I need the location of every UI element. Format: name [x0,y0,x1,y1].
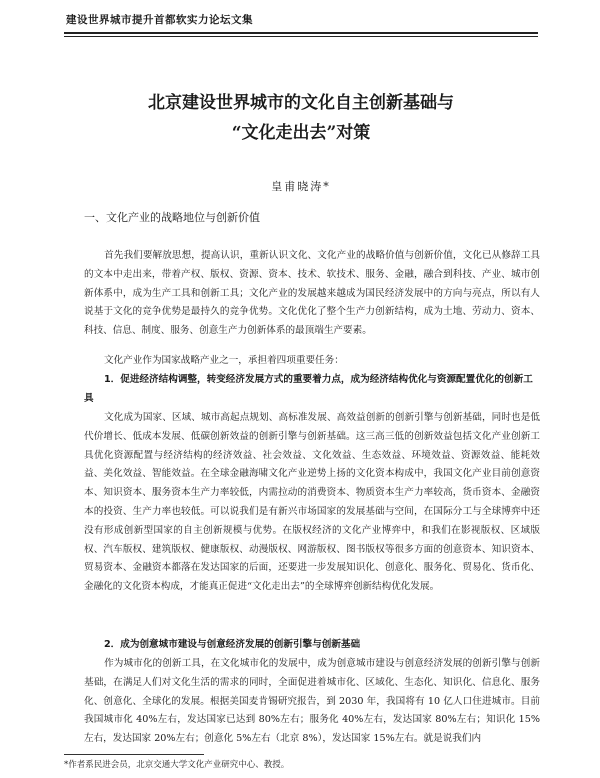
header-rule-thick [64,32,538,34]
running-header: 建设世界城市提升首都软实力论坛文集 [66,14,253,26]
paragraph-4-text: 作为城市化的创新工具，在文化城市化的发展中，成为创意城市建设与创意经济发展的创新引擎与创新基础，在满足人们对文化生活的需求的同时，全面促进着城市化、区域化、生态化、知识化、信息化、服务化、创意化、全球化的发展。根据美国麦肯锡研究报告，到 2030 年，我国将有 10 亿人口住进城市。目前我国城市化 40%左右，发达国家已达到 80%左右；服务化 40%左右，发达国家 80%左右；知识化 15%左右，发达国家 20%左右；创意化 5%左右（北京 8%），发达国家 15%左右。就是说我们内 [84,658,540,745]
footnote-rule [64,754,204,755]
paragraph-3-text: 文化成为国家、区域、城市高起点规划、高标准发展、高效益创新的创新引擎与创新基础，同时也是低代价增长、低成本发展、低碳创新效益的创新引擎与创新基础。这三高三低的创新效益包括文化产业创新工具优化资源配置与经济结构的经济效益、社会效益、文化效益、生态效益、环境效益、资源效益、能耗效益、美化效益、智能效益。在全球金融海啸文化产业逆势上扬的文化资本构成中，我国文化产业目前创意资本、知识资本、服务资本生产力率较低，内需拉动的消费资本、物质资本生产力率较高，货币资本、金融资本的投资、生产力率也较低。可以说我们是有新兴市场国家的发展基础与空间，在国际分工与全球博弈中还没有形成创新型国家的自主创新规模与优势。在版权经济的文化产业博弈中，和我们在影视版权、区域版权、汽车版权、建筑版权、健康版权、动漫版权、网游版权、图书版权等很多方面的创意资本、知识资本、贸易资本、金融资本都落在发达国家的后面，还要进一步发展知识化、创意化、服务化、贸易化、货币化、金融化的文化资本构成，才能真正促进“文化走出去”的全球博弈创新结构优化发展。 [84,412,540,593]
title-line-2: “文化走出去”对策 [231,123,371,143]
subheading-1 [84,371,540,409]
footnote: *作者系民进会员，北京交通大学文化产业研究中心、教授。 [64,760,290,770]
header-rule-thin [64,36,538,37]
paragraph-1 [84,247,540,341]
section-heading: 一、文化产业的战略地位与创新价值 [84,211,260,224]
paragraph-3 [84,409,540,597]
paragraph-2 [84,352,540,371]
title-line-1: 北京建设世界城市的文化自主创新基础与 [148,93,454,113]
subheading-2 [84,636,540,655]
paragraph-4 [84,655,540,749]
paragraph-2-text: 文化产业作为国家战略产业之一，承担着四项重要任务： [104,355,344,366]
paragraph-1-text: 首先我们要解放思想，提高认识，重新认识文化、文化产业的战略价值与创新价值，文化已从修辞工具的文本中走出来，带着产权、版权、资源、资本、技术、软技术、服务、金融，融合到科技、产业、城市创新体系中，成为生产工具和创新工具；文化产业的发展越来越成为国民经济发展中的方向与亮点，所以有人说基于文化的竞争优势是最持久的竞争优势。文化优化了整个生产力创新结构，成为土地、劳动力、资本、科技、信息、制度、服务、创意生产力创新体系的最顶端生产要素。 [84,250,540,337]
author: 皇甫晓涛* [271,180,331,193]
subheading-1-text: 1．促进经济结构调整，转变经济发展方式的重要着力点，成为经济结构优化与资源配置优化的创新工具 [84,374,533,404]
subheading-2-text: 2．成为创意城市建设与创意经济发展的创新引擎与创新基础 [104,639,361,650]
